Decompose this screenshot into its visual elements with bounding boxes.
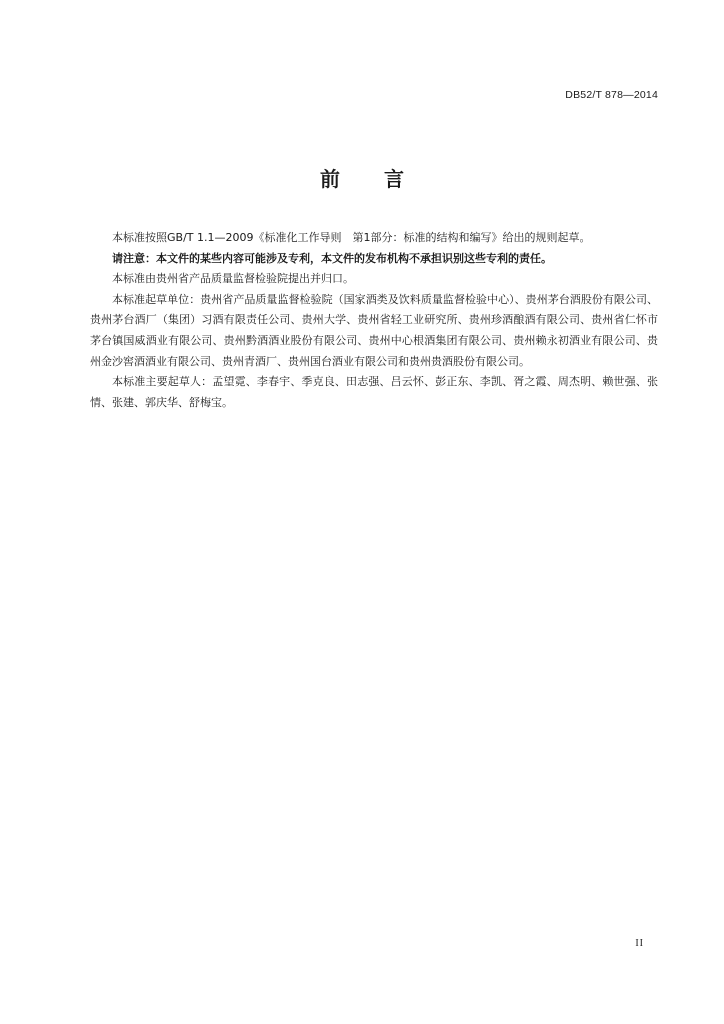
page-title xyxy=(0,163,724,192)
paragraph-drafters: 本标准主要起草人：孟望霓、李春宇、季克良、田志强、吕云怀、彭正东、李凯、胥之霞、周杰明、赖世强、张情、张建、郭庆华、舒梅宝。 xyxy=(90,375,658,409)
standard-code: DB52/T 878—2014 xyxy=(565,89,658,101)
page-number: II xyxy=(635,938,644,949)
title-char-2: 言 xyxy=(384,167,404,191)
paragraph-proposer: 本标准由贵州省产品质量监督检验院提出并归口。 xyxy=(112,272,354,286)
paragraph-patent-notice: 请注意：本文件的某些内容可能涉及专利，本文件的发布机构不承担识别这些专利的责任。 xyxy=(112,251,552,265)
paragraph-drafting-rules: 本标准按照GB/T 1.1—2009《标准化工作导则 第1部分：标准的结构和编写》给出的规则起草。 xyxy=(112,231,591,244)
paragraph-drafting-units: 本标准起草单位：贵州省产品质量监督检验院（国家酒类及饮料质量监督检验中心）、贵州茅台酒股份有限公司、贵州茅台酒厂（集团）习酒有限责任公司、贵州大学、贵州省轻工业研究所、贵州珍酒酿酒有限公司、贵州省仁怀市茅台镇国威酒业有限公司、贵州黔酒酒业股份有限公司、贵州中心根酒集团有限公司、贵州赖永初酒业有限公司、贵州金沙窖酒酒业有限公司、贵州青酒厂、贵州国台酒业有限公司和贵州贵酒股份有限公司。 xyxy=(90,292,658,368)
foreword-body xyxy=(90,228,658,413)
title-char-1: 前 xyxy=(320,167,340,191)
